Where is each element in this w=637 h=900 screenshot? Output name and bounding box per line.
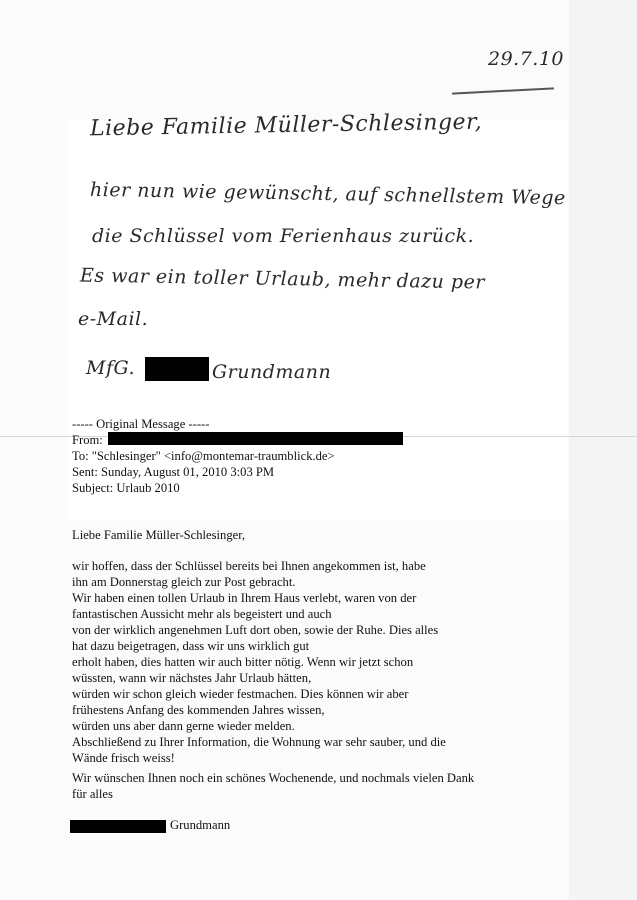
email-body: [72, 558, 446, 766]
body-line: von der wirklich angenehmen Luft dort oben, sowie der Ruhe. Dies alles: [72, 623, 439, 637]
body-line: ihn am Donnerstag gleich zur Post gebracht.: [72, 575, 296, 589]
handwritten-line: die Schlüssel vom Ferienhaus zurück.: [92, 225, 475, 247]
body-line: Wir haben einen tollen Urlaub in Ihrem Haus verlebt, waren von der: [72, 591, 417, 605]
body-line: wir hoffen, dass der Schlüssel bereits bei Ihnen angekommen ist, habe: [72, 559, 426, 573]
handwritten-signoff: MfG.: [86, 357, 136, 379]
handwritten-salutation: Liebe Familie Müller-Schlesinger,: [89, 109, 483, 142]
closing-line: Wir wünschen Ihnen noch ein schönes Wochenende, und nochmals vielen Dank: [72, 771, 475, 785]
closing-line: für alles: [72, 787, 113, 801]
body-line: hat dazu beigetragen, dass wir uns wirklich gut: [72, 639, 310, 653]
header-subject: Subject: Urlaub 2010: [72, 481, 180, 495]
body-line: würden uns aber dann gerne wieder melden.: [72, 719, 295, 733]
email-greeting: Liebe Familie Müller-Schlesinger,: [72, 528, 246, 542]
body-line: fantastischen Aussicht mehr als begeistert und auch: [72, 607, 332, 621]
header-to: To: "Schlesinger" <info@montemar-traumblick.de>: [72, 449, 335, 463]
body-line: würden wir schon gleich wieder festmachen. Dies können wir aber: [72, 687, 409, 701]
email-signature: Grundmann: [170, 818, 231, 832]
body-line: frühestens Anfang des kommenden Jahres wissen,: [72, 703, 325, 717]
body-line: Abschließend zu Ihrer Information, die Wohnung war sehr sauber, und die: [72, 735, 446, 749]
handwritten-line: hier nun wie gewünscht, auf schnellstem Wege: [89, 178, 566, 210]
handwritten-name: Grundmann: [212, 361, 332, 383]
body-line: wüssten, wann wir nächstes Jahr Urlaub hätten,: [72, 671, 312, 685]
email-closing: [72, 770, 474, 802]
redaction-bar: [145, 357, 209, 381]
handwritten-line: Es war ein toller Urlaub, mehr dazu per: [79, 264, 486, 294]
redaction-bar: [70, 820, 166, 833]
redaction-bar: [108, 432, 403, 445]
paper-edge: [569, 0, 637, 900]
header-from: From:: [72, 433, 103, 447]
handwritten-date: 29.7.10: [488, 48, 565, 70]
header-title: ----- Original Message -----: [72, 417, 210, 431]
header-sent: Sent: Sunday, August 01, 2010 3:03 PM: [72, 465, 275, 479]
email-header: [72, 416, 335, 496]
body-line: erholt haben, dies hatten wir auch bitter nötig. Wenn wir jetzt schon: [72, 655, 414, 669]
body-line: Wände frisch weiss!: [72, 751, 175, 765]
handwritten-line: e-Mail.: [78, 308, 149, 330]
date-underline: [452, 87, 554, 94]
